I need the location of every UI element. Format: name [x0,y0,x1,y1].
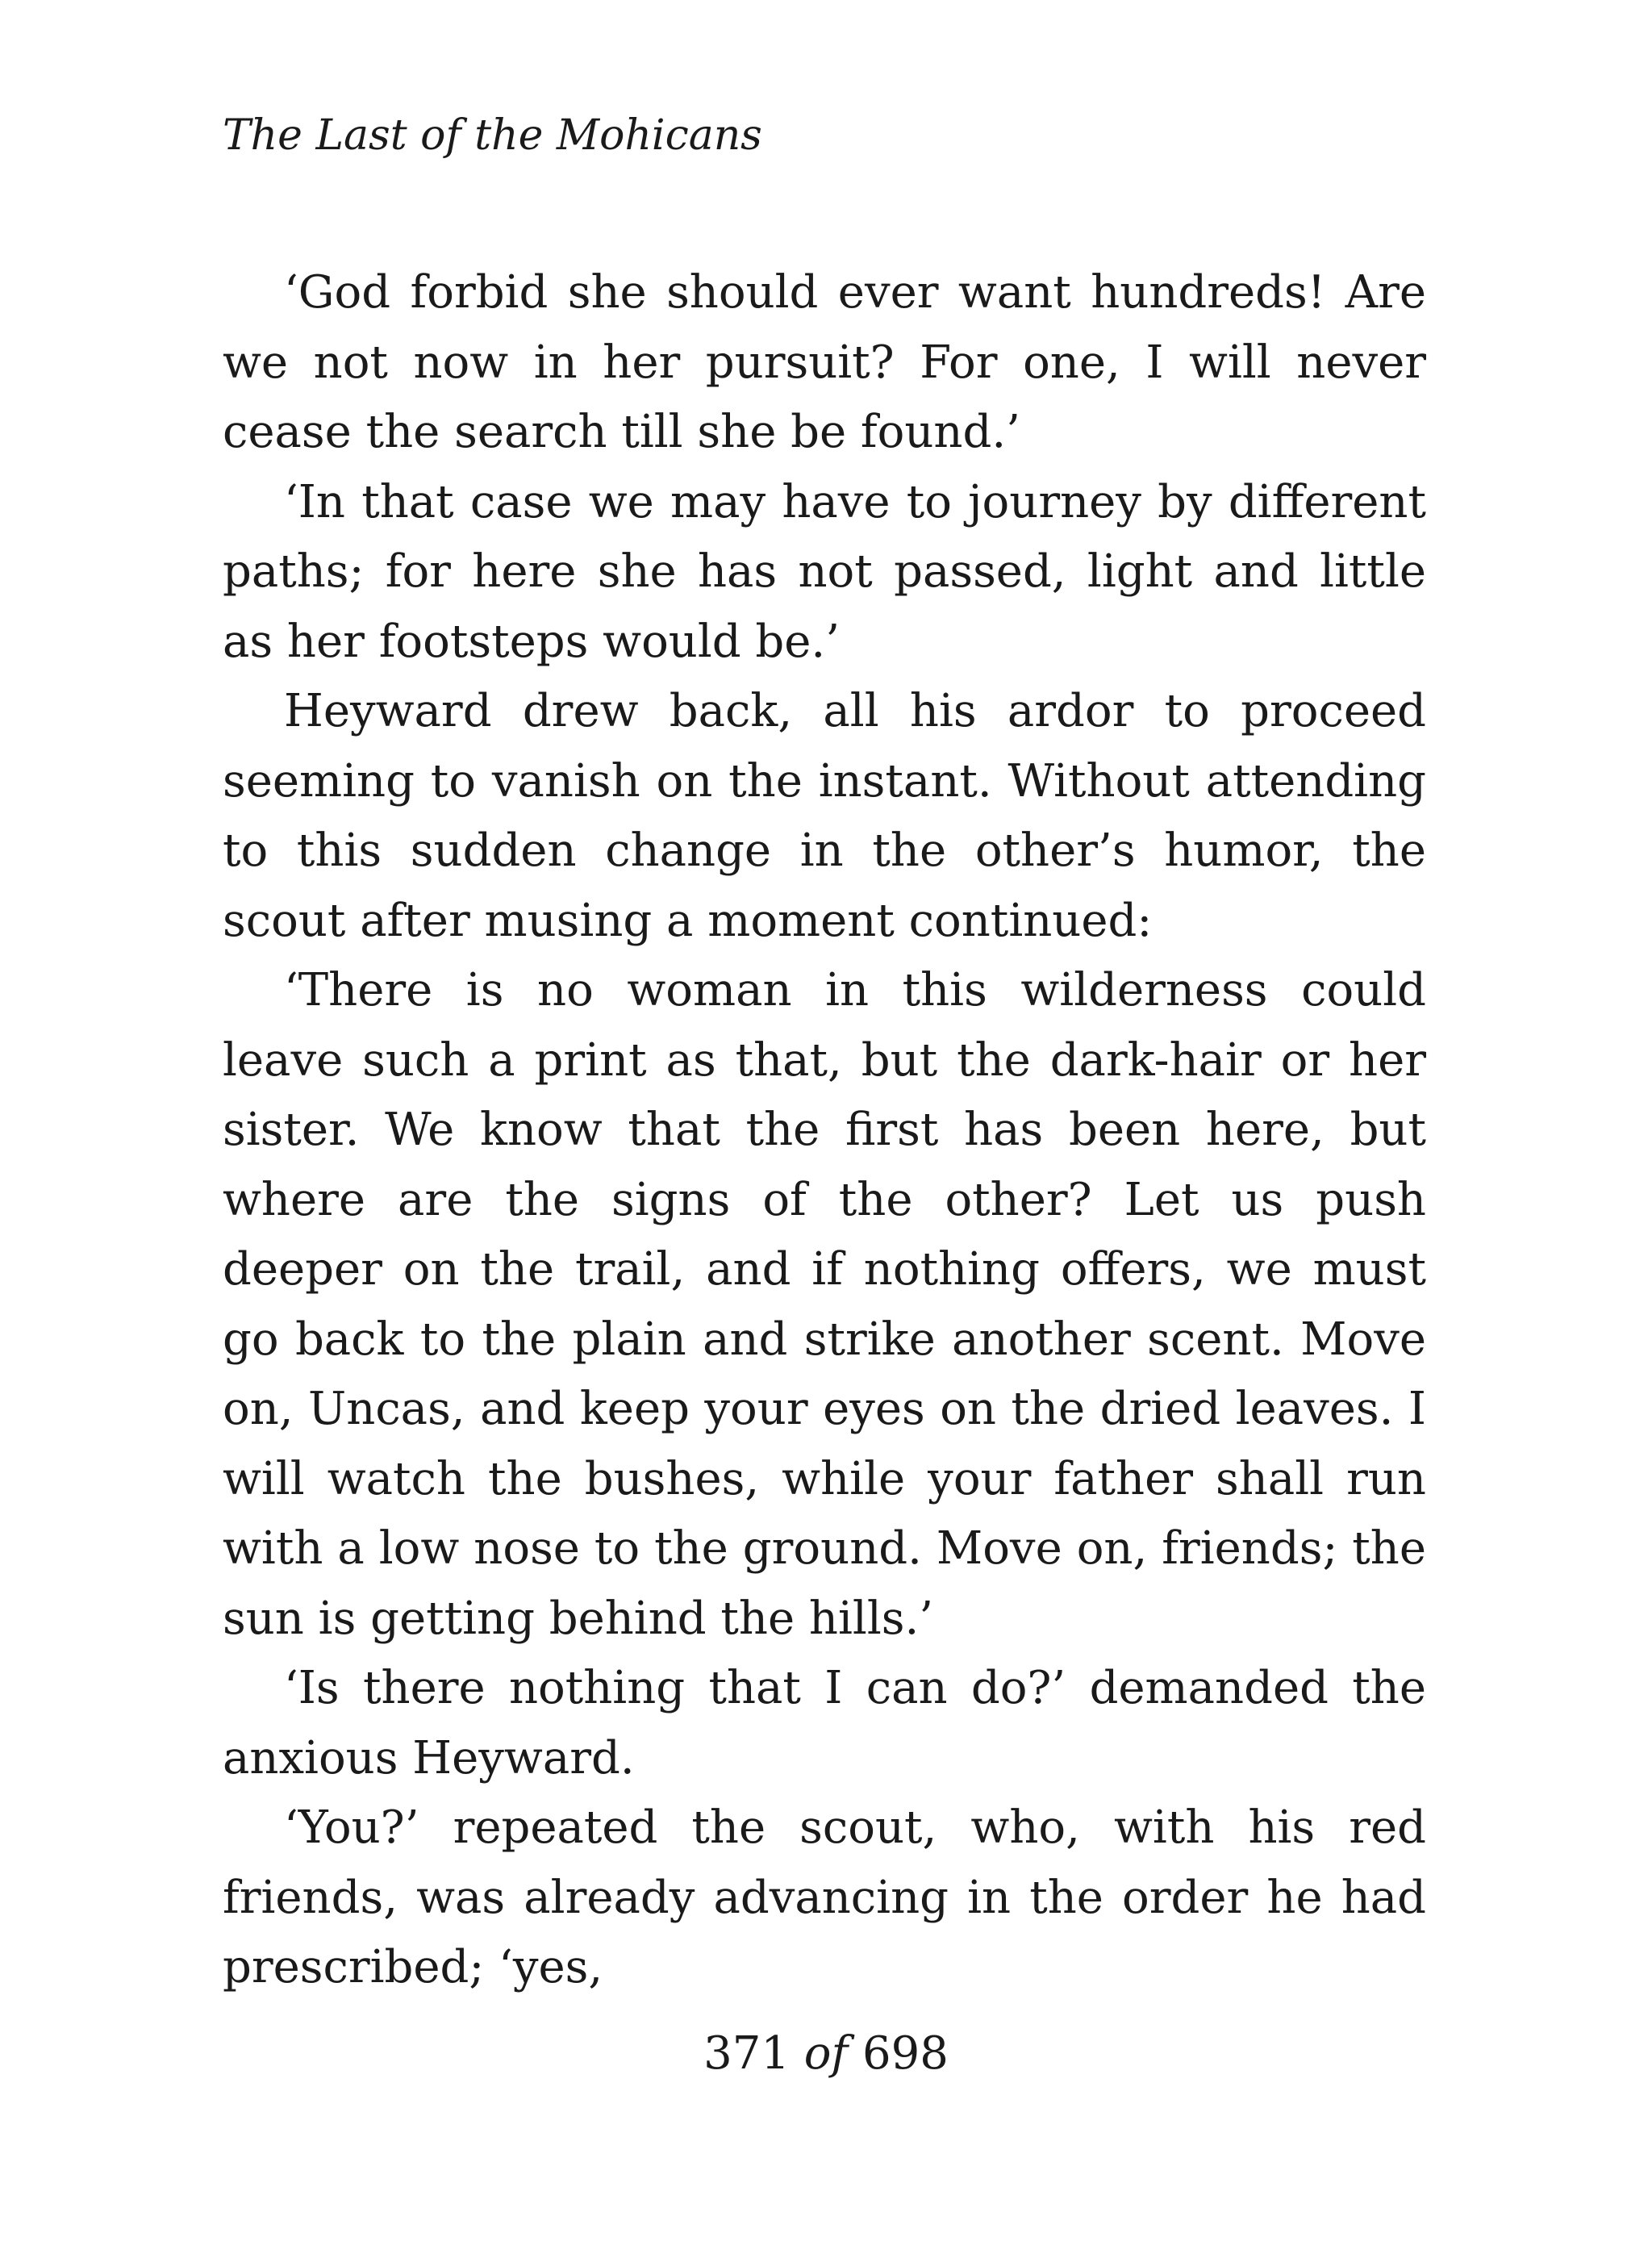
paragraph: ‘God forbid she should ever want hundreds! Are we not now in her pursuit? For one, I will never cease the search till she be found.’ [223,266,1426,458]
page-number-separator: of [803,2027,849,2080]
total-page-count: 698 [862,2027,949,2080]
body-text [223,258,1426,2003]
paragraph: ‘In that case we may have to journey by different paths; for here she has not passed, light and little as her footsteps would be.’ [223,475,1426,668]
page-number [0,2022,1652,2086]
running-title: The Last of the Mohicans [223,111,762,160]
current-page-number: 371 [703,2027,790,2080]
paragraph: ‘You?’ repeated the scout, who, with his red friends, was already advancing in the order he had prescribed; ‘yes, [223,1801,1426,1993]
paragraph: ‘There is no woman in this wilderness could leave such a print as that, but the dark-hair or her sister. We know that the first has been here, but where are the signs of the other? Let us push deeper on the trail, and if nothing offers, we must go back to the plain and strike another scent. Move on, Uncas, and keep your eyes on the dried leaves. I will watch the bushes, while your father shall run with a low nose to the ground. Move on, friends; the sun is getting behind the hills.’ [223,964,1426,1645]
paragraph: Heyward drew back, all his ardor to proceed seeming to vanish on the instant. Without attending to this sudden change in the other’s humor, the scout after musing a moment continued: [223,685,1426,947]
paragraph: ‘Is there nothing that I can do?’ demanded the anxious Heyward. [223,1662,1426,1784]
